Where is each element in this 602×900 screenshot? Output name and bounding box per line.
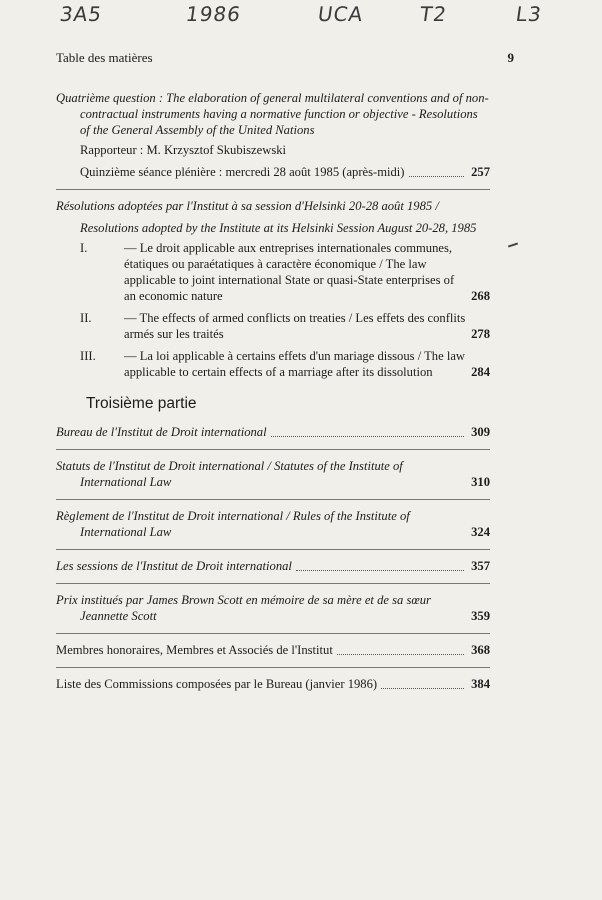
toc-row	[56, 642, 490, 658]
entry-text: Les sessions de l'Institut de Droit international	[56, 559, 292, 573]
item-text: — La loi applicable à certains effets d'un mariage dissous / The law applicable to certain effects of a marriage after its dissolution	[124, 349, 466, 379]
page-ref: 309	[471, 425, 490, 439]
entry-text: Prix institués par James Brown Scott en mémoire de sa mère et de sa sœur Jeannette Scott	[56, 593, 431, 623]
part-title: Troisième partie	[86, 395, 197, 412]
page-ref: 359	[471, 609, 490, 623]
toc-row	[56, 558, 490, 574]
page-ref: 284	[471, 365, 490, 379]
divider	[56, 499, 490, 500]
dot-leader	[271, 436, 464, 437]
running-header	[56, 50, 514, 66]
divider	[56, 449, 490, 450]
page-ref: 368	[471, 643, 490, 657]
page-ref: 357	[471, 559, 490, 573]
header-title: Table des matières	[56, 50, 153, 65]
page-ref: 310	[471, 475, 490, 489]
toc-row	[56, 424, 490, 440]
page-ref: 384	[471, 677, 490, 691]
page-ref: 268	[471, 289, 490, 303]
toc-row	[56, 508, 490, 540]
dot-leader	[337, 654, 464, 655]
divider	[56, 549, 490, 550]
resolution-item	[56, 240, 490, 304]
toc-row	[56, 676, 490, 692]
handwritten-note: 3A5	[58, 2, 104, 26]
entry-text: Bureau de l'Institut de Droit international	[56, 425, 267, 439]
resolutions-title: Résolutions adoptées par l'Institut à sa session d'Helsinki 20-28 août 1985 /	[56, 199, 439, 213]
handwritten-note: L3	[514, 2, 544, 26]
page-ref: 257	[471, 165, 490, 179]
q4-rapporteur: Rapporteur : M. Krzysztof Skubiszewski	[80, 143, 287, 157]
page-ref: 324	[471, 525, 490, 539]
q4-seance: Quinzième séance plénière : mercredi 28 août 1985 (après-midi)	[80, 165, 405, 179]
divider	[56, 633, 490, 634]
handwritten-note: UCA	[316, 2, 365, 26]
divider	[56, 189, 490, 190]
handwritten-note: T2	[418, 2, 449, 26]
dot-leader	[409, 176, 464, 177]
dot-leader	[296, 570, 464, 571]
item-text: — The effects of armed conflicts on treaties / Les effets des conflits armés sur les traités	[124, 311, 466, 341]
entry-text: Liste des Commissions composées par le Bureau (janvier 1986)	[56, 677, 378, 691]
divider	[56, 667, 490, 668]
item-number: I.	[80, 241, 88, 255]
entry-text: Statuts de l'Institut de Droit international / Statutes of the Institute of International Law	[56, 459, 403, 489]
q4-title: Quatrième question : The elaboration of general multilateral conventions and of non-contractual instruments having a normative function or objective - Resolutions of the General Assembly of the United Nations	[56, 91, 489, 137]
toc-row	[56, 164, 490, 180]
handwritten-note: 1986	[184, 2, 243, 26]
divider	[56, 583, 490, 584]
table-of-contents	[56, 90, 490, 696]
toc-row	[56, 592, 490, 624]
pencil-mark	[508, 243, 518, 248]
entry-text: Membres honoraires, Membres et Associés de l'Institut	[56, 643, 333, 657]
item-number: II.	[80, 311, 92, 325]
header-page-number: 9	[507, 50, 514, 65]
item-text: — Le droit applicable aux entreprises internationales communes, étatiques ou paraétatiques à caractère économique / The law applicable to joint international State or quasi-State enterprises of an economic nature	[124, 241, 455, 303]
entry-text: Règlement de l'Institut de Droit international / Rules of the Institute of International Law	[56, 509, 410, 539]
page-ref: 278	[471, 327, 490, 341]
dot-leader	[381, 688, 464, 689]
resolution-item	[56, 348, 490, 380]
item-number: III.	[80, 349, 96, 363]
resolution-item	[56, 310, 490, 342]
resolutions-subtitle: Resolutions adopted by the Institute at its Helsinki Session August 20-28, 1985	[80, 221, 477, 235]
toc-row	[56, 458, 490, 490]
